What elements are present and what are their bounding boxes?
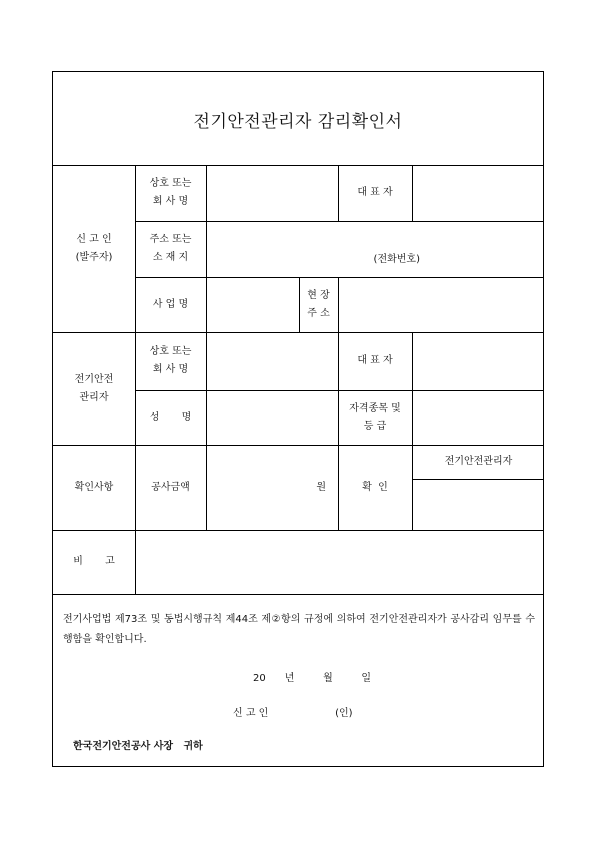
confirm-manager-label: 전기안전관리자 — [444, 456, 513, 467]
applicant-address-label: 주소 또는 소 재 지 — [149, 234, 192, 263]
manager-license-label: 자격종목 및 등 급 — [349, 402, 401, 432]
remarks-field[interactable] — [135, 530, 545, 594]
applicant-company-field[interactable] — [206, 165, 338, 221]
confirm-label: 확 인 — [362, 481, 388, 493]
form-title: 전기안전관리자 감리확인서 — [193, 111, 403, 132]
manager-name-field[interactable] — [206, 390, 338, 445]
confirmation-group-label: 확인사항 — [74, 481, 114, 493]
confirm-signature-field[interactable] — [412, 479, 545, 530]
addressee: 한국전기안전공사 사장 귀하 — [73, 741, 203, 752]
confirmation-form — [52, 71, 544, 767]
remarks-label: 비 고 — [73, 556, 115, 567]
applicant-site-label: 현 장 주 소 — [307, 289, 330, 319]
manager-license-field[interactable] — [412, 390, 545, 445]
manager-company-field[interactable] — [206, 332, 338, 390]
manager-name-label: 성 명 — [149, 411, 192, 423]
applicant-group-label: 신 고 인 (발주자) — [75, 233, 113, 263]
applicant-representative-field[interactable] — [412, 165, 545, 221]
manager-representative-label: 대 표 자 — [357, 355, 393, 366]
amount-label: 공사금액 — [151, 481, 190, 493]
row-divider — [53, 594, 543, 595]
manager-company-label: 상호 또는 회 사 명 — [149, 346, 192, 375]
amount-field[interactable]: 원 — [316, 481, 326, 493]
applicant-representative-label: 대 표 자 — [357, 187, 393, 198]
manager-representative-field[interactable] — [412, 332, 545, 390]
statement-text: 전기사업법 제73조 및 동법시행규칙 제44조 제②항의 규정에 의하여 전기안전관리자가 공사감리 임무를 수행함을 확인합니다. — [63, 614, 535, 645]
applicant-business-label: 사 업 명 — [152, 298, 189, 310]
applicant-business-field[interactable] — [206, 277, 299, 332]
date-line: 20 년 월 일 — [253, 673, 371, 684]
applicant-company-label: 상호 또는 회 사 명 — [149, 178, 192, 207]
applicant-site-field[interactable] — [338, 277, 545, 332]
manager-group-label: 전기안전 관리자 — [74, 373, 114, 403]
applicant-phone-label[interactable]: (전화번호) — [373, 254, 420, 265]
signer-line: 신 고 인 (인) — [233, 708, 353, 719]
